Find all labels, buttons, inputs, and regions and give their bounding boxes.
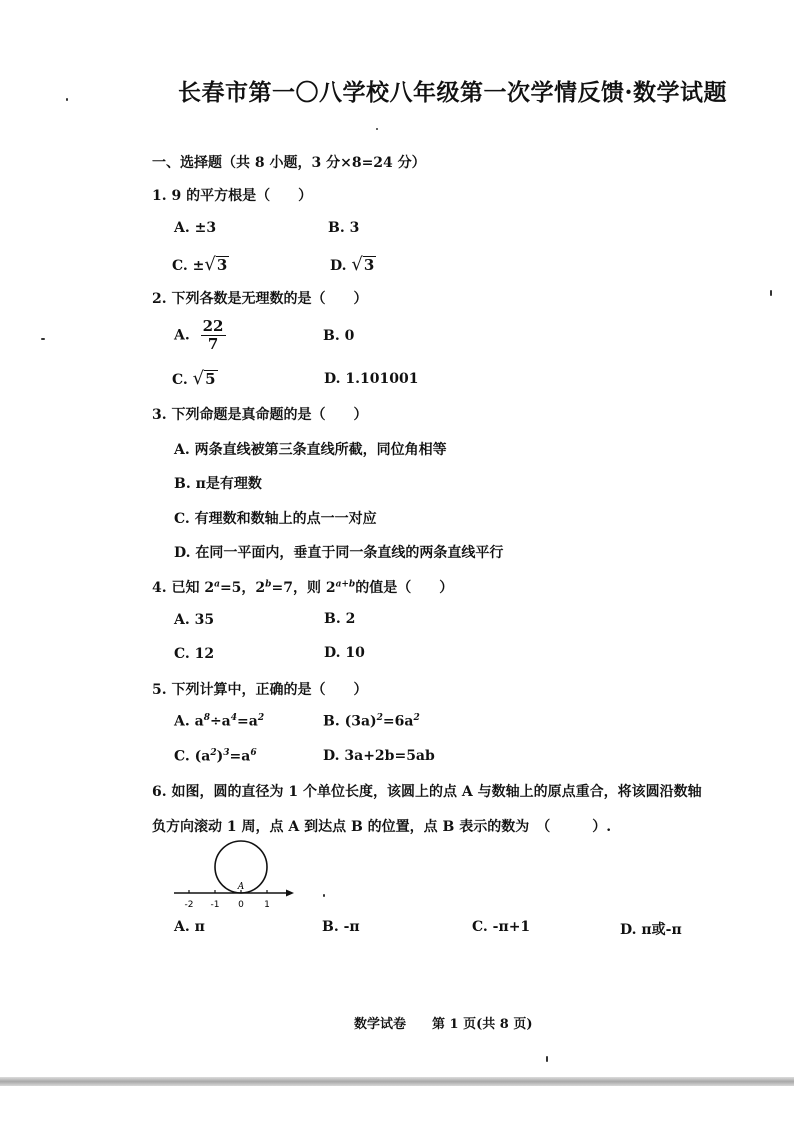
q1-option-b: B. 3 — [328, 220, 360, 236]
scan-speck — [546, 1056, 548, 1062]
page-footer: 数学试卷 第 1 页(共 8 页) — [354, 1017, 533, 1032]
q4-stem-part3: =7，则 2 — [271, 580, 336, 596]
q5-c-exp3: 6 — [250, 748, 257, 758]
fraction-denominator: 7 — [207, 335, 219, 353]
q5-c-part2: ) — [216, 748, 224, 765]
q4-option-a: A. 35 — [174, 612, 215, 628]
q4-exp-a: a — [214, 579, 220, 590]
radical-sign: √ — [192, 368, 205, 389]
q5-a-exp1: 8 — [203, 713, 210, 723]
question-5-stem: 5. 下列计算中，正确的是（ ） — [152, 682, 368, 698]
q5-a-part2: ÷a — [209, 713, 231, 730]
q3-option-b: B. π是有理数 — [174, 476, 262, 492]
q5-a-exp2: 4 — [230, 713, 238, 723]
q5-a-part1: A. a — [174, 713, 204, 730]
q6-option-c: C. -π+1 — [472, 919, 531, 935]
q4-option-b: B. 2 — [324, 611, 356, 627]
q5-a-part3: =a — [237, 713, 258, 730]
scan-speck — [770, 290, 772, 296]
point-a-label: A — [237, 882, 245, 892]
q4-stem-part1: 4. 已知 2 — [152, 580, 215, 596]
q5-option-a — [174, 713, 264, 730]
q2-option-a — [174, 318, 226, 353]
q5-c-exp1: 2 — [210, 748, 217, 758]
q5-a-exp3: 2 — [257, 713, 265, 723]
fraction-numerator: 22 — [202, 317, 224, 335]
scan-speck — [66, 98, 68, 101]
q5-b-exp2: 2 — [413, 713, 420, 723]
scan-speck — [323, 894, 325, 897]
q5-option-c — [174, 748, 257, 765]
page-title: 长春市第一〇八学校八年级第一次学情反馈·数学试题 — [178, 79, 728, 106]
q5-b-exp1: 2 — [376, 713, 383, 723]
axis-label-neg1: -1 — [210, 900, 220, 910]
q2-option-a-prefix: A. — [174, 327, 195, 344]
axis-arrow-icon — [286, 890, 294, 897]
q3-option-d: D. 在同一平面内，垂直于同一条直线的两条直线平行 — [174, 545, 504, 561]
q1-option-d-prefix: D. — [330, 258, 352, 274]
q2-option-c-radicand: 5 — [205, 370, 216, 388]
q1-option-a: A. ±3 — [174, 220, 217, 236]
axis-label-1: 1 — [264, 900, 270, 910]
q5-c-part3: =a — [229, 748, 251, 765]
q1-option-c — [172, 254, 229, 275]
fraction — [201, 318, 226, 353]
q4-stem-part2: =5，2 — [219, 580, 266, 596]
q6-option-b: B. -π — [322, 919, 360, 935]
q4-exp-ab: a+b — [335, 579, 356, 590]
q5-option-d: D. 3a+2b=5ab — [323, 748, 435, 764]
q1-option-c-prefix: C. ± — [172, 258, 205, 274]
scan-edge-bar — [0, 1077, 794, 1086]
question-3-stem: 3. 下列命题是真命题的是（ ） — [152, 407, 368, 423]
q5-option-b — [323, 713, 420, 730]
q1-option-d — [330, 254, 376, 275]
q2-option-b: B. 0 — [323, 328, 355, 344]
radical-sign: √ — [204, 254, 216, 275]
q6-option-d: D. π或-π — [620, 922, 682, 938]
q4-exp-b: b — [265, 579, 272, 590]
q3-option-a: A. 两条直线被第三条直线所截，同位角相等 — [174, 442, 447, 458]
q5-c-part1: C. (a — [174, 748, 211, 765]
q4-option-c: C. 12 — [174, 646, 215, 662]
question-1-stem: 1. 9 的平方根是（ ） — [152, 188, 313, 204]
question-6-line2: 负方向滚动 1 周，点 A 到达点 B 的位置，点 B 表示的数为 （ ）. — [152, 819, 612, 835]
scan-speck — [376, 128, 378, 130]
q6-option-a: A. π — [174, 919, 205, 935]
axis-label-neg2: -2 — [184, 900, 194, 910]
number-line-figure — [170, 836, 300, 914]
q4-stem-part4: 的值是（ ） — [355, 580, 454, 596]
question-4-stem — [152, 577, 453, 597]
q2-option-c-prefix: C. — [172, 372, 193, 388]
q5-b-part2: =6a — [382, 713, 414, 730]
radical-sign: √ — [351, 254, 363, 275]
q5-c-exp2: 3 — [223, 748, 230, 758]
q5-b-part1: B. (3a) — [323, 713, 377, 730]
axis-label-0: 0 — [238, 900, 244, 910]
question-2-stem: 2. 下列各数是无理数的是（ ） — [152, 291, 368, 307]
q3-option-c: C. 有理数和数轴上的点一一对应 — [174, 511, 377, 527]
q4-option-d: D. 10 — [324, 645, 365, 661]
scan-speck — [41, 338, 45, 340]
section-heading: 一、选择题（共 8 小题，3 分×8=24 分） — [152, 155, 426, 171]
q2-option-d: D. 1.101001 — [324, 371, 419, 387]
q1-option-c-radicand: 3 — [216, 256, 228, 274]
q2-option-c — [172, 368, 218, 389]
q1-option-d-radicand: 3 — [363, 256, 375, 274]
question-6-line1: 6. 如图，圆的直径为 1 个单位长度，该圆上的点 A 与数轴上的原点重合，将该圆沿数轴 — [152, 784, 702, 800]
